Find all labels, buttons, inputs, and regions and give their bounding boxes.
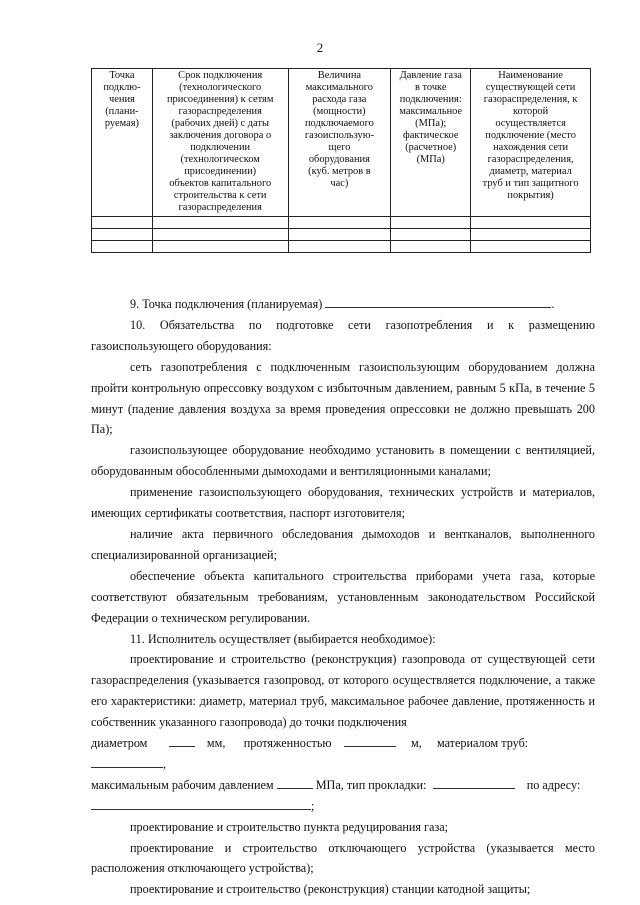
table-row <box>92 229 591 241</box>
clause-paragraph: сеть газопотребления с подключенным газоиспользующим оборудованием должна пройти контрольную опрессовку воздухом с избыточным давлением, равным 5 кПа, в течение 5 минут (падение давления воздуха за время проведения опрессовки не должно превышать 200 Па); <box>91 359 595 437</box>
header-line: осуществляется <box>495 118 566 129</box>
header-line: газораспределения <box>178 106 262 117</box>
clauses <box>91 294 595 733</box>
header-line: которой <box>513 106 549 117</box>
address-line <box>91 796 595 817</box>
connection-point-field[interactable] <box>325 295 551 308</box>
clause-paragraph: газоиспользующее оборудование необходимо установить в помещении с вентиляцией, оборудованным обособленными дымоходами и вентиляционными каналами; <box>91 443 595 479</box>
table-cell[interactable] <box>288 241 391 253</box>
tail-clauses <box>91 817 595 901</box>
header-line: подклю- <box>103 82 141 93</box>
clause-end: . <box>551 297 555 311</box>
document-body <box>91 294 595 900</box>
clause-paragraph: 11. Исполнитель осуществляет (выбирается необходимое): <box>130 631 436 646</box>
header-line: фактическое <box>402 130 459 141</box>
header-line: труб и тип защитного <box>482 178 579 189</box>
table-header-cell <box>92 69 153 217</box>
table-cell[interactable] <box>92 241 153 253</box>
table-body <box>92 217 591 253</box>
table-cell[interactable] <box>152 229 288 241</box>
header-line: строительства к сети <box>173 190 267 201</box>
table-cell[interactable] <box>152 217 288 229</box>
header-line: максимальное <box>399 106 463 117</box>
address-field[interactable] <box>91 797 311 810</box>
header-line: расхода газа <box>312 94 367 105</box>
mpa-type-label: МПа, тип прокладки: <box>315 777 427 792</box>
table-cell[interactable] <box>471 217 591 229</box>
table-cell[interactable] <box>391 241 471 253</box>
header-line: Давление газа <box>399 70 462 81</box>
header-line: Срок подключения <box>178 70 263 81</box>
connection-table <box>91 68 591 253</box>
header-line: нахождения сети <box>493 142 569 153</box>
laying-type-field[interactable] <box>433 776 515 789</box>
header-line: объектов капитального <box>169 178 272 189</box>
header-line: Точка <box>109 70 135 81</box>
table-cell[interactable] <box>471 241 591 253</box>
header-line: присоединении) <box>184 166 257 177</box>
header-line: подключения: <box>399 94 462 105</box>
table-cell[interactable] <box>471 229 591 241</box>
table-header-cell <box>152 69 288 217</box>
max-pressure-label: максимальным рабочим давлением <box>91 777 274 792</box>
header-line: (МПа) <box>416 154 445 165</box>
header-line: газораспределения <box>178 202 262 213</box>
clause-paragraph <box>91 294 595 315</box>
header-line: существующей сети <box>485 82 576 93</box>
header-line: в точке <box>415 82 447 93</box>
header-line: оборудования <box>308 154 370 165</box>
table-row <box>92 241 591 253</box>
header-line: Величина <box>317 70 362 81</box>
header-line: щего <box>328 142 351 153</box>
header-line: час) <box>330 178 349 189</box>
table-cell[interactable] <box>288 229 391 241</box>
table-cell[interactable] <box>391 229 471 241</box>
header-line: (технологического <box>179 82 262 93</box>
header-line: руемая) <box>104 118 139 129</box>
header-line: (рабочих дней) с даты <box>171 118 269 129</box>
clause-paragraph: обеспечение объекта капитального строительства приборами учета газа, которые соответствуют обязательным требованиям, установленным законодательством Российской Федерации о техническом регулировании. <box>91 568 595 625</box>
clause-paragraph: проектирование и строительство отключающего устройства (указывается место расположения отключающего устройства); <box>91 840 595 876</box>
header-line: (плани- <box>105 106 139 117</box>
table-header-cell <box>471 69 591 217</box>
address-end: ; <box>311 798 315 813</box>
header-line: (куб. метров в <box>308 166 371 177</box>
header-line: покрытия) <box>507 190 554 201</box>
table-cell[interactable] <box>92 229 153 241</box>
header-line: подключение (место <box>485 130 576 141</box>
pressure-line <box>91 775 595 796</box>
page-number: 2 <box>316 40 324 55</box>
table-header-cell <box>288 69 391 217</box>
clause-paragraph: проектирование и строительство пункта редуцирования газа; <box>130 819 449 834</box>
table-row <box>92 217 591 229</box>
header-line: чения <box>109 94 135 105</box>
clause-paragraph: проектирование и строительство (реконструкция) газопровода от существующей сети газораспределения (указывается газопровод, от которого осуществляется подключение, а также его характеристики: диаметр, материал труб, максимальное рабочее давление, протяженность и собственник указанного газопровода) до точки подключения <box>91 652 595 730</box>
mm-unit: мм, <box>206 736 226 751</box>
header-line: присоединения) к сетям <box>166 94 274 105</box>
table-cell[interactable] <box>92 217 153 229</box>
clause-label: 9. Точка подключения (планируемая) <box>130 297 326 311</box>
header-line: Наименование <box>498 70 563 81</box>
header-line: (расчетное) <box>405 142 457 153</box>
header-line: (мощности) <box>313 106 366 117</box>
clause-paragraph: 10. Обязательства по подготовке сети газопотребления и к размещению газоиспользующего оборудования: <box>91 317 595 353</box>
address-label: по адресу: <box>526 777 581 792</box>
diameter-field[interactable] <box>169 734 195 747</box>
material-field[interactable] <box>91 755 163 768</box>
table-header-row <box>92 69 591 217</box>
clause-paragraph: наличие акта первичного обследования дымоходов и вентканалов, выполненного специализированной организацией; <box>91 526 595 562</box>
header-line: максимального <box>305 82 373 93</box>
header-line: заключения договора о <box>169 130 272 141</box>
header-line: газораспределения, к <box>483 94 578 105</box>
m-unit: м, <box>410 736 422 751</box>
header-line: (технологическом <box>180 154 260 165</box>
length-field[interactable] <box>344 734 396 747</box>
table-header-cell <box>391 69 471 217</box>
header-line: газоиспользую- <box>304 130 374 141</box>
clause-paragraph: проектирование и строительство (реконструкция) станции катодной защиты; <box>130 882 531 897</box>
material-label: материалом труб: <box>436 736 529 751</box>
header-line: диаметр, материал <box>489 166 572 177</box>
pressure-field[interactable] <box>277 776 313 789</box>
length-label: протяженностью <box>243 736 332 751</box>
clause-paragraph: применение газоиспользующего оборудования, технических устройств и материалов, имеющих сертификаты соответствия, паспорт изготовителя; <box>91 485 595 521</box>
header-line: подключении <box>190 142 251 153</box>
header-line: подключаемого <box>305 118 374 129</box>
table-cell[interactable] <box>288 217 391 229</box>
header-line: (МПа); <box>415 118 447 129</box>
diameter-label: диаметром <box>91 736 148 751</box>
table-cell[interactable] <box>152 241 288 253</box>
table-cell[interactable] <box>391 217 471 229</box>
diameter-line: диаметром мм, протяженностью м, материалом труб: , <box>91 736 529 771</box>
header-line: газораспределения, <box>487 154 574 165</box>
